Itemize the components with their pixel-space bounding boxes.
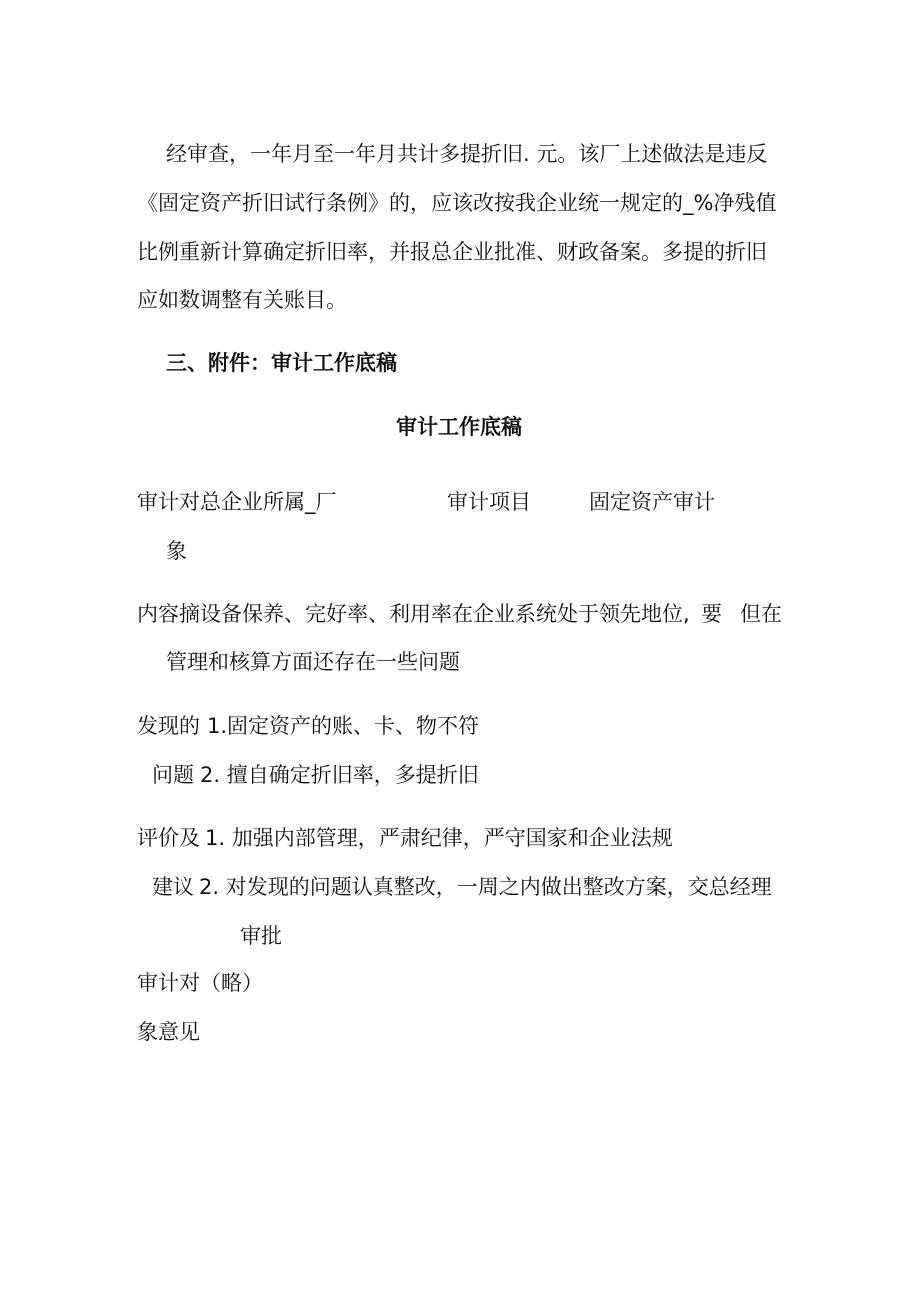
evaluation-item-2-cont: 审批 (240, 924, 282, 948)
audit-item-value: 固定资产审计 (589, 490, 715, 514)
paragraph-line-2: 《固定资产折旧试行条例》的，应该改按我企业统一规定的_%净残值 (137, 191, 777, 215)
findings-label-cont: 问题 (152, 763, 194, 787)
evaluation-label-cont: 建议 (152, 875, 194, 899)
auditee-opinion-value: （略） (200, 971, 263, 995)
findings-label: 发现的 (137, 714, 200, 738)
finding-item-1: 1.固定资产的账、卡、物不符 (207, 714, 480, 738)
summary-label-cont: 要 (701, 602, 722, 626)
section-heading: 三、附件：审计工作底稿 (166, 351, 397, 375)
paragraph-line-4: 应如数调整有关账目。 (137, 288, 347, 312)
summary-text-line-1: 设备保养、完好率、利用率在企业系统处于领先地位, (200, 602, 690, 626)
auditee-opinion-label-cont: 象意见 (137, 1020, 200, 1044)
evaluation-label: 评价及 (137, 826, 200, 850)
evaluation-item-1: 1. 加强内部管理，严肃纪律，严守国家和企业法规 (205, 826, 673, 850)
summary-text-line-2: 管理和核算方面还存在一些问题 (166, 650, 460, 674)
auditee-opinion-label: 审计对 (137, 971, 200, 995)
audit-object-value: 总企业所属_厂 (200, 490, 337, 514)
summary-label: 内容摘 (137, 602, 200, 626)
audit-object-label: 审计对 (137, 490, 200, 514)
evaluation-item-2: 2. 对发现的问题认真整改，一周之内做出整改方案，交总经理 (199, 875, 772, 899)
finding-item-2: 2. 擅自确定折旧率，多提折旧 (200, 763, 479, 787)
paragraph-line-3: 比例重新计算确定折旧率，并报总企业批准、财政备案。多提的折旧 (137, 240, 767, 264)
audit-object-label-cont: 象 (166, 539, 187, 563)
paragraph-line-1: 经审查，一年月至一年月共计多提折旧. 元。该厂上述做法是违反 (166, 142, 768, 166)
audit-item-label: 审计项目 (447, 490, 531, 514)
summary-text-line-1-tail: 但在 (740, 602, 782, 626)
worksheet-title: 审计工作底稿 (396, 415, 522, 439)
